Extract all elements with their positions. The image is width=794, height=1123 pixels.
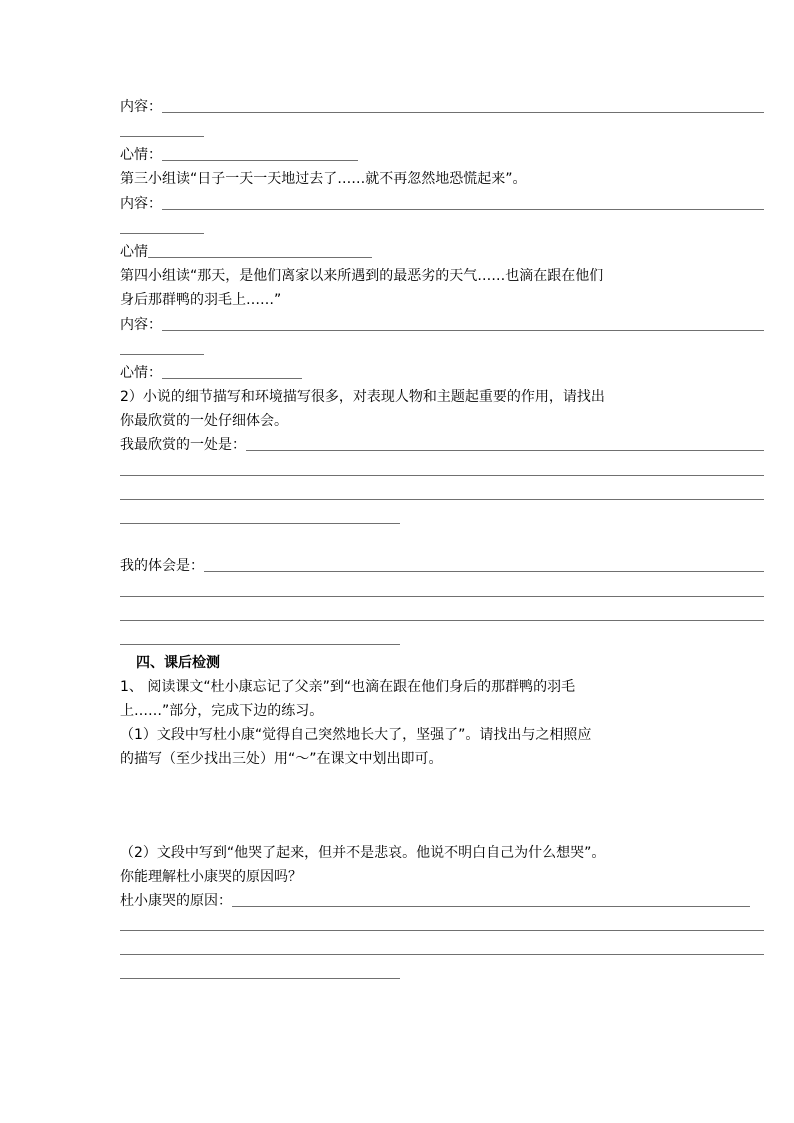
answer-blank-line: ＿＿＿＿＿＿＿＿＿＿＿＿＿＿＿＿＿＿＿＿ [120, 631, 400, 647]
mood-answer-line: 心情：＿＿＿＿＿＿＿＿＿＿ [120, 365, 302, 381]
group4-reading-prompt: 第四小组读“那天，是他们离家以来所遇到的最恶劣的天气……也滴在跟在他们 [120, 268, 604, 284]
exercise-1-text: 1、 阅读课文“杜小康忘记了父亲”到“也滴在跟在他们身后的那群鸭的羽毛 [120, 679, 576, 695]
favorite-answer-line: 我最欣赏的一处是：＿＿＿＿＿＿＿＿＿＿＿＿＿＿＿＿＿＿＿＿＿＿＿＿＿＿＿＿＿＿＿＿＿＿＿＿＿ [120, 437, 764, 453]
experience-answer-line: 我的体会是：＿＿＿＿＿＿＿＿＿＿＿＿＿＿＿＿＿＿＿＿＿＿＿＿＿＿＿＿＿＿＿＿＿＿＿＿＿＿＿＿ [120, 558, 764, 574]
content-answer-line: 内容：＿＿＿＿＿＿＿＿＿＿＿＿＿＿＿＿＿＿＿＿＿＿＿＿＿＿＿＿＿＿＿＿＿＿＿＿＿＿＿＿＿＿＿ [120, 317, 764, 333]
question-2-text: 2）小说的细节描写和环境描写很多，对表现人物和主题起重要的作用，请找出 [120, 389, 605, 405]
content-answer-line: 内容：＿＿＿＿＿＿＿＿＿＿＿＿＿＿＿＿＿＿＿＿＿＿＿＿＿＿＿＿＿＿＿＿＿＿＿＿＿＿＿＿＿＿＿ [120, 99, 764, 115]
exercise-1-q2-cont: 你能理解杜小康哭的原因吗？ [120, 869, 302, 885]
section-heading-post-class-test: 四、课后检测 [136, 655, 220, 671]
question-2-text-cont: 你最欣赏的一处仔细体会。 [120, 413, 288, 429]
exercise-1-q2: （2）文段中写到“他哭了起来，但并不是悲哀。他说不明白自己为什么想哭”。 [120, 845, 606, 861]
answer-blank-line: ＿＿＿＿＿＿＿＿＿＿＿＿＿＿＿＿＿＿＿＿＿＿＿＿＿＿＿＿＿＿＿＿＿＿＿＿＿＿＿＿＿＿＿＿＿＿ [120, 941, 764, 957]
answer-blank-line: ＿＿＿＿＿＿＿＿＿＿＿＿＿＿＿＿＿＿＿＿ [120, 510, 400, 526]
answer-blank-line: ＿＿＿＿＿＿＿＿＿＿＿＿＿＿＿＿＿＿＿＿ [120, 965, 400, 981]
content-answer-line-cont: ＿＿＿＿＿＿ [120, 123, 204, 139]
content-answer-line: 内容：＿＿＿＿＿＿＿＿＿＿＿＿＿＿＿＿＿＿＿＿＿＿＿＿＿＿＿＿＿＿＿＿＿＿＿＿＿＿＿＿＿＿＿ [120, 196, 764, 212]
answer-blank-line: ＿＿＿＿＿＿＿＿＿＿＿＿＿＿＿＿＿＿＿＿＿＿＿＿＿＿＿＿＿＿＿＿＿＿＿＿＿＿＿＿＿＿＿＿＿＿ [120, 462, 764, 478]
answer-blank-line: ＿＿＿＿＿＿＿＿＿＿＿＿＿＿＿＿＿＿＿＿＿＿＿＿＿＿＿＿＿＿＿＿＿＿＿＿＿＿＿＿＿＿＿＿＿＿ [120, 917, 764, 933]
mood-answer-line: 心情：＿＿＿＿＿＿＿＿＿＿＿＿＿＿ [120, 147, 358, 163]
exercise-1-text-cont: 上……”部分，完成下边的练习。 [120, 703, 324, 719]
content-answer-line-cont: ＿＿＿＿＿＿ [120, 220, 204, 236]
mood-answer-line: 心情＿＿＿＿＿＿＿＿＿＿＿＿＿＿＿＿ [120, 244, 372, 260]
answer-blank-line: ＿＿＿＿＿＿＿＿＿＿＿＿＿＿＿＿＿＿＿＿＿＿＿＿＿＿＿＿＿＿＿＿＿＿＿＿＿＿＿＿＿＿＿＿＿＿ [120, 607, 764, 623]
exercise-1-q1-cont: 的描写（至少找出三处）用“～”在课文中划出即可。 [120, 751, 443, 767]
answer-blank-line: ＿＿＿＿＿＿＿＿＿＿＿＿＿＿＿＿＿＿＿＿＿＿＿＿＿＿＿＿＿＿＿＿＿＿＿＿＿＿＿＿＿＿＿＿＿＿ [120, 486, 764, 502]
answer-blank-line: ＿＿＿＿＿＿＿＿＿＿＿＿＿＿＿＿＿＿＿＿＿＿＿＿＿＿＿＿＿＿＿＿＿＿＿＿＿＿＿＿＿＿＿＿＿＿ [120, 583, 764, 599]
group3-reading-prompt: 第三小组读“日子一天一天地过去了……就不再忽然地恐慌起来”。 [120, 171, 527, 187]
content-answer-line-cont: ＿＿＿＿＿＿ [120, 341, 204, 357]
reason-answer-line: 杜小康哭的原因：＿＿＿＿＿＿＿＿＿＿＿＿＿＿＿＿＿＿＿＿＿＿＿＿＿＿＿＿＿＿＿＿＿＿＿＿＿ [120, 893, 750, 909]
exercise-1-q1: （1）文段中写杜小康“觉得自己突然地长大了，坚强了”。请找出与之相照应 [120, 727, 592, 743]
group4-reading-prompt-cont: 身后那群鸭的羽毛上……” [120, 292, 282, 308]
